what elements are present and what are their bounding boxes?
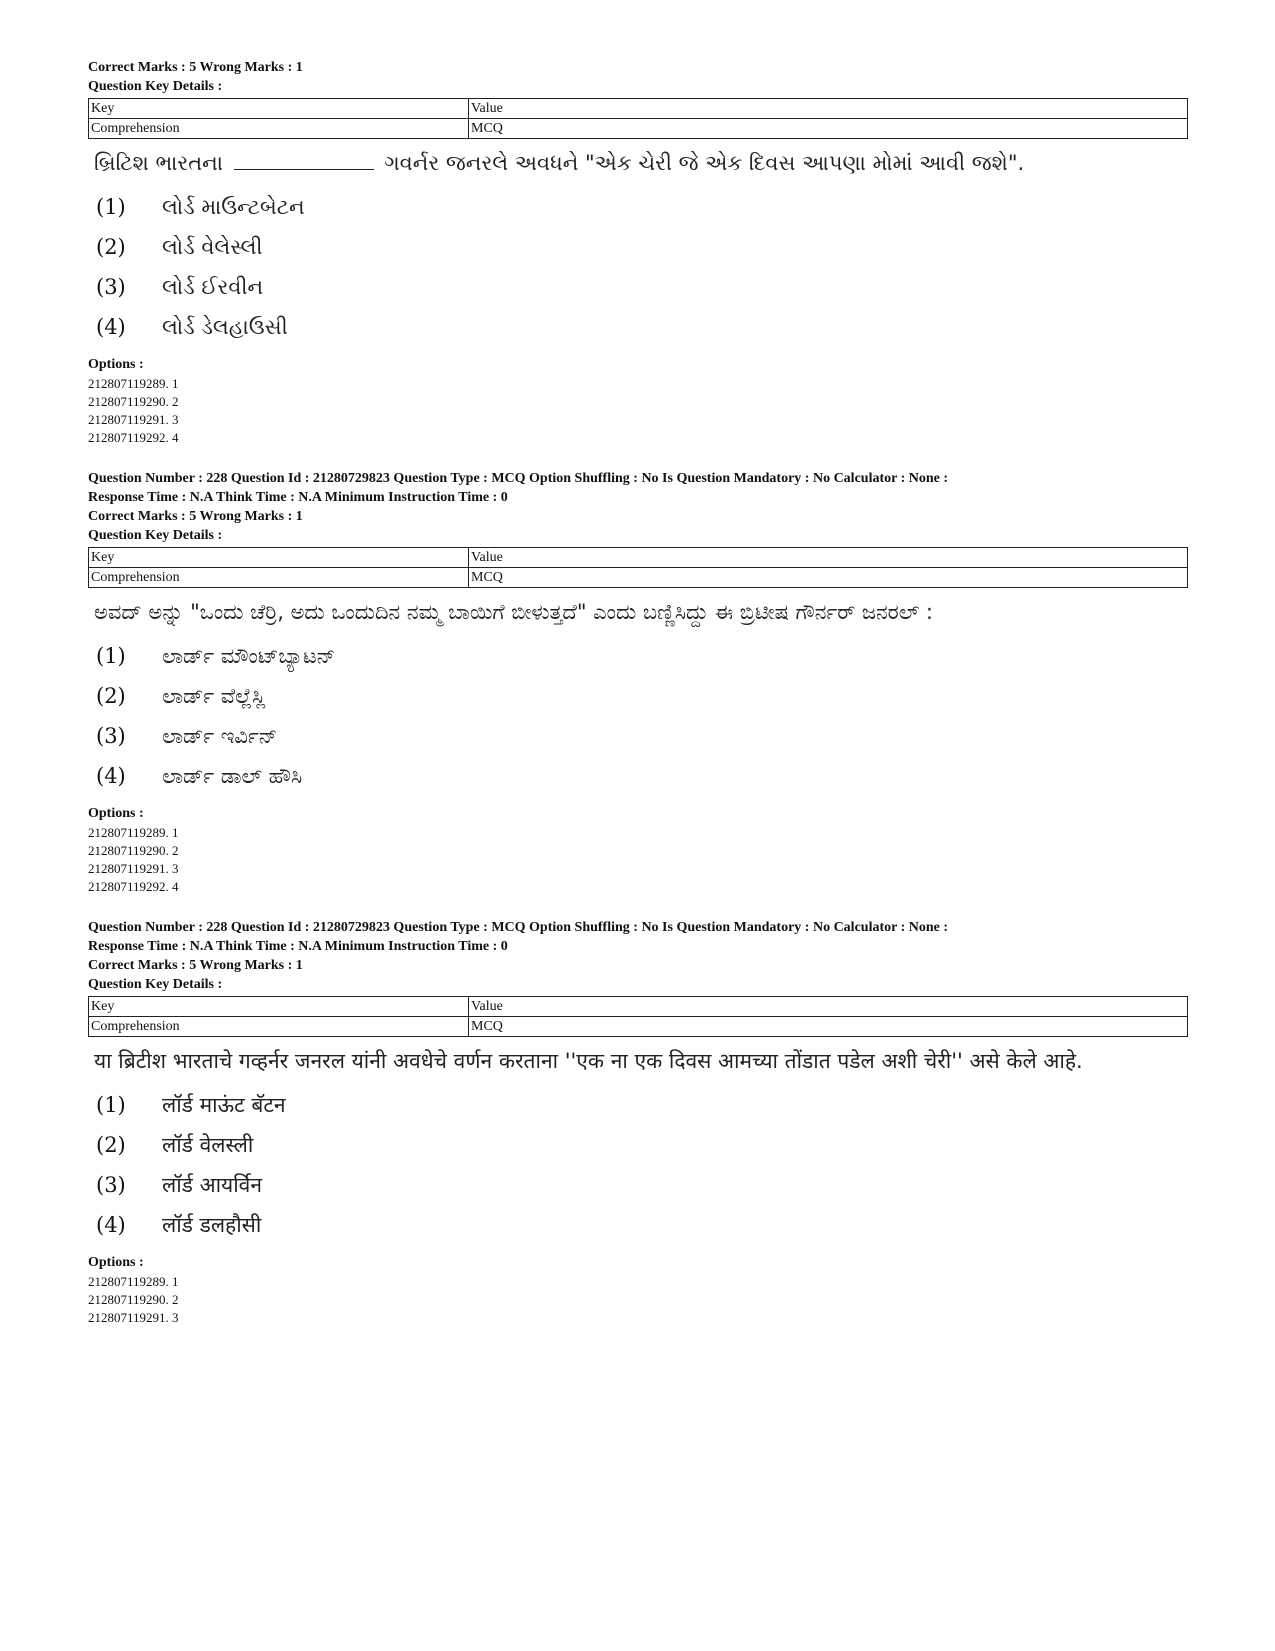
option-text: ಲಾರ್ಡ್ ವೆಲ್ಲೆಸ್ಲಿ <box>162 683 266 708</box>
option-id: 212807119289. 1 <box>88 1274 179 1289</box>
answer-option <box>96 636 1188 676</box>
table-header-key: Key <box>89 99 469 119</box>
marks-line: Correct Marks : 5 Wrong Marks : 1 <box>88 509 303 524</box>
answer-option <box>96 1205 1188 1245</box>
option-text: लॉर्ड वेलस्ली <box>162 1133 254 1157</box>
option-id: 212807119292. 4 <box>88 879 179 894</box>
answer-option <box>96 756 1188 796</box>
question-header: Question Number : 228 Question Id : 21280729823 Question Type : MCQ Option Shuffling : No Is Question Mandatory : No Calculator : None : <box>88 471 949 486</box>
option-id-list <box>88 824 1188 896</box>
table-cell-value: MCQ <box>469 1017 1188 1037</box>
option-text: ಲಾರ್ಡ್ ಡಾಲ್ ಹೌಸಿ <box>162 763 303 788</box>
key-value-table <box>88 547 1188 588</box>
option-number: (1) <box>96 195 126 219</box>
option-number: (1) <box>96 1093 126 1117</box>
option-id: 212807119291. 3 <box>88 412 179 427</box>
option-number: (2) <box>96 1133 126 1157</box>
option-id: 212807119290. 2 <box>88 843 179 858</box>
options-label: Options : <box>88 806 144 821</box>
question-text: ಅವದ್ ಅನ್ನು "ಒಂದು ಚೆರ್ರಿ, ಅದು ಒಂದುದಿನ ನಮ್ಮ ಬಾಯಿಗೆ ಬೀಳುತ್ತದೆ" ಎಂದು ಬಣ್ಣಿಸಿದ್ದು ಈ ಬ್ರಿಟೀಷ ಗೌರ್ನರ್ ಜನರಲ್ : <box>94 600 933 624</box>
question-block-kannada <box>88 469 1188 896</box>
option-id: 212807119289. 1 <box>88 376 179 391</box>
option-text: लॉर्ड माऊंट बॅटन <box>162 1093 286 1117</box>
table-header-key: Key <box>89 548 469 568</box>
question-block-marathi <box>88 918 1188 1327</box>
answer-options <box>88 187 1188 347</box>
table-cell-key: Comprehension <box>89 1017 469 1037</box>
table-header-key: Key <box>89 997 469 1017</box>
options-label: Options : <box>88 1255 144 1270</box>
key-value-table <box>88 996 1188 1037</box>
answer-option <box>96 1125 1188 1165</box>
option-number: (4) <box>96 1213 126 1237</box>
answer-option <box>96 307 1188 347</box>
table-cell-value: MCQ <box>469 568 1188 588</box>
option-number: (3) <box>96 275 126 299</box>
option-text: लॉर्ड आयर्विन <box>162 1173 262 1197</box>
option-id: 212807119290. 2 <box>88 1292 179 1307</box>
option-text: લોર્ડ ઈરવીન <box>162 274 264 299</box>
fill-in-blank <box>234 149 374 170</box>
document-page <box>88 58 1188 1327</box>
option-number: (3) <box>96 1173 126 1197</box>
key-details-label: Question Key Details : <box>88 79 223 94</box>
option-number: (2) <box>96 684 126 708</box>
question-block-gujarati <box>88 58 1188 447</box>
option-number: (4) <box>96 315 126 339</box>
table-cell-value: MCQ <box>469 119 1188 139</box>
answer-option <box>96 187 1188 227</box>
option-text: લોર્ડ ડેલહાઉસી <box>162 314 288 339</box>
answer-option <box>96 676 1188 716</box>
key-details-label: Question Key Details : <box>88 528 223 543</box>
answer-option <box>96 1085 1188 1125</box>
response-time-line: Response Time : N.A Think Time : N.A Minimum Instruction Time : 0 <box>88 939 508 954</box>
question-text-end: ગવર્નર જનરલે અવધને "એક ચેરી જે એક દિવસ આપણા મોમાં આવી જશે". <box>384 151 1025 175</box>
option-id: 212807119290. 2 <box>88 394 179 409</box>
option-id: 212807119289. 1 <box>88 825 179 840</box>
option-number: (4) <box>96 764 126 788</box>
answer-option <box>96 227 1188 267</box>
option-text: લોર્ડ વેલેસ્લી <box>162 234 263 259</box>
option-id: 212807119292. 4 <box>88 430 179 445</box>
option-id: 212807119291. 3 <box>88 1310 179 1325</box>
question-text-start: બ્રિટિશ ભારતના <box>94 151 223 175</box>
option-number: (2) <box>96 235 126 259</box>
options-label: Options : <box>88 357 144 372</box>
answer-options <box>88 1085 1188 1245</box>
table-header-value: Value <box>469 548 1188 568</box>
marks-line: Correct Marks : 5 Wrong Marks : 1 <box>88 958 303 973</box>
key-details-label: Question Key Details : <box>88 977 223 992</box>
option-text: ಲಾರ್ಡ್ ಮೌಂಟ್‌ಬ್ಯಾಟನ್ <box>162 643 336 668</box>
table-cell-key: Comprehension <box>89 119 469 139</box>
question-header: Question Number : 228 Question Id : 21280729823 Question Type : MCQ Option Shuffling : No Is Question Mandatory : No Calculator : None : <box>88 920 949 935</box>
option-number: (3) <box>96 724 126 748</box>
option-id-list <box>88 1273 1188 1327</box>
option-text: લોર્ડ માઉન્ટબેટન <box>162 194 305 219</box>
question-text <box>94 145 1188 181</box>
response-time-line: Response Time : N.A Think Time : N.A Minimum Instruction Time : 0 <box>88 490 508 505</box>
answer-options <box>88 636 1188 796</box>
option-text: ಲಾರ್ಡ್ ಇರ್ವಿನ್ <box>162 723 278 748</box>
option-id-list <box>88 375 1188 447</box>
table-cell-key: Comprehension <box>89 568 469 588</box>
marks-line: Correct Marks : 5 Wrong Marks : 1 <box>88 60 303 75</box>
option-number: (1) <box>96 644 126 668</box>
table-header-value: Value <box>469 99 1188 119</box>
option-text: लॉर्ड डलहौसी <box>162 1213 262 1237</box>
answer-option <box>96 716 1188 756</box>
question-text: या ब्रिटीश भारताचे गव्हर्नर जनरल यांनी अवधेचे वर्णन करताना ''एक ना एक दिवस आमच्या तोंडात पडेल अशी चेरी'' असे केले आहे. <box>94 1049 1083 1073</box>
key-value-table <box>88 98 1188 139</box>
answer-option <box>96 267 1188 307</box>
option-id: 212807119291. 3 <box>88 861 179 876</box>
table-header-value: Value <box>469 997 1188 1017</box>
answer-option <box>96 1165 1188 1205</box>
